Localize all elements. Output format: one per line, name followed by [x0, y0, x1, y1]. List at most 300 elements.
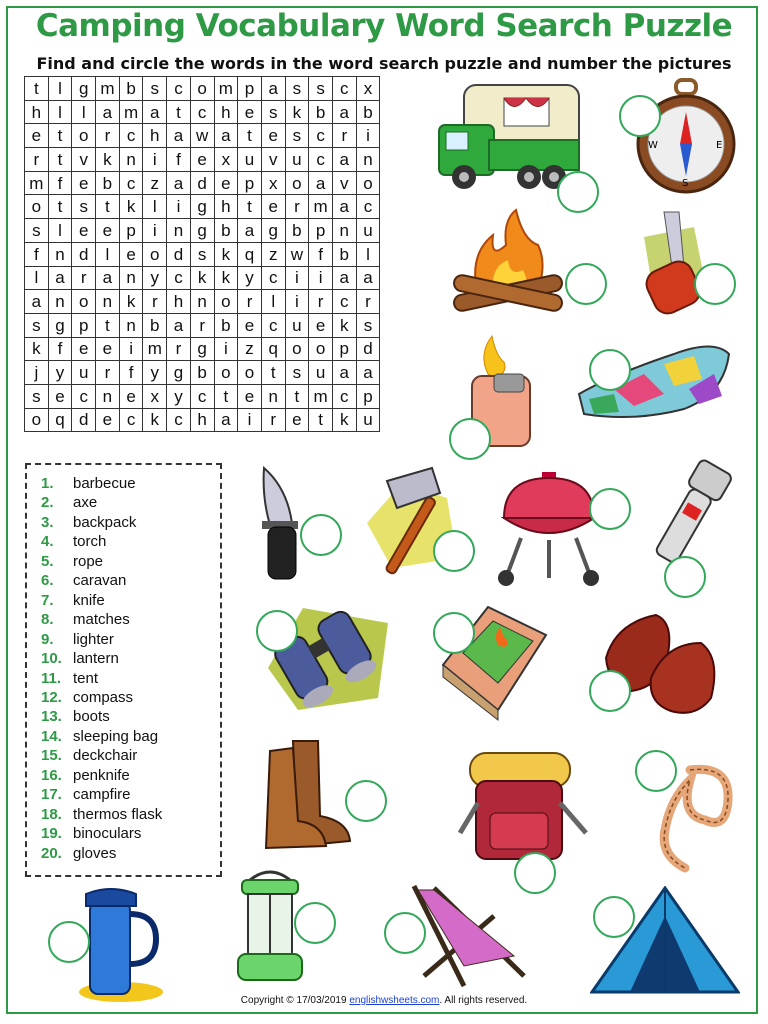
grid-letter[interactable]: c: [119, 171, 143, 195]
grid-letter[interactable]: k: [214, 266, 238, 290]
grid-letter[interactable]: h: [190, 408, 214, 432]
answer-circle-caravan[interactable]: [557, 171, 599, 213]
grid-letter[interactable]: e: [285, 408, 309, 432]
grid-letter[interactable]: g: [190, 195, 214, 219]
grid-letter[interactable]: r: [167, 337, 191, 361]
grid-letter[interactable]: e: [309, 313, 333, 337]
grid-letter[interactable]: a: [332, 148, 356, 172]
answer-circle-thermos-flask[interactable]: [48, 921, 90, 963]
grid-letter[interactable]: e: [72, 219, 96, 243]
grid-letter[interactable]: o: [25, 408, 49, 432]
grid-letter[interactable]: e: [72, 337, 96, 361]
grid-letter[interactable]: c: [309, 124, 333, 148]
answer-circle-barbecue[interactable]: [589, 488, 631, 530]
grid-row: [25, 384, 380, 408]
grid-letter[interactable]: s: [285, 124, 309, 148]
grid-letter[interactable]: n: [119, 148, 143, 172]
grid-letter[interactable]: s: [285, 361, 309, 385]
grid-letter[interactable]: c: [356, 195, 380, 219]
grid-letter[interactable]: a: [48, 266, 72, 290]
grid-letter[interactable]: a: [96, 266, 120, 290]
grid-letter[interactable]: e: [214, 171, 238, 195]
grid-letter[interactable]: c: [167, 408, 191, 432]
grid-letter[interactable]: a: [332, 266, 356, 290]
grid-letter[interactable]: r: [356, 290, 380, 314]
grid-letter[interactable]: o: [190, 77, 214, 101]
grid-letter[interactable]: p: [332, 337, 356, 361]
grid-letter[interactable]: x: [143, 384, 167, 408]
grid-letter[interactable]: b: [214, 313, 238, 337]
grid-letter[interactable]: l: [72, 100, 96, 124]
word-number: 4.: [41, 533, 54, 551]
grid-letter[interactable]: m: [96, 77, 120, 101]
word-text: binoculars: [73, 825, 142, 843]
grid-letter[interactable]: g: [190, 337, 214, 361]
copyright-prefix: Copyright © 17/03/2019: [240, 995, 350, 1006]
grid-letter[interactable]: r: [143, 290, 167, 314]
grid-letter[interactable]: r: [261, 408, 285, 432]
grid-letter[interactable]: e: [238, 100, 262, 124]
answer-circle-tent[interactable]: [593, 896, 635, 938]
grid-letter[interactable]: n: [119, 313, 143, 337]
grid-letter[interactable]: a: [214, 408, 238, 432]
grid-letter[interactable]: g: [190, 219, 214, 243]
grid-letter[interactable]: q: [48, 408, 72, 432]
answer-circle-matches[interactable]: [433, 612, 475, 654]
word-number: 11.: [41, 669, 62, 687]
grid-letter[interactable]: l: [25, 266, 49, 290]
grid-letter[interactable]: s: [143, 77, 167, 101]
word-list-item: [41, 611, 130, 630]
grid-letter[interactable]: r: [96, 124, 120, 148]
grid-letter[interactable]: b: [285, 219, 309, 243]
answer-circle-lantern[interactable]: [294, 902, 336, 944]
grid-letter[interactable]: t: [48, 195, 72, 219]
grid-letter[interactable]: s: [261, 100, 285, 124]
grid-letter[interactable]: i: [143, 219, 167, 243]
grid-letter[interactable]: i: [309, 266, 333, 290]
grid-letter[interactable]: a: [309, 171, 333, 195]
grid-letter[interactable]: e: [72, 171, 96, 195]
word-text: lighter: [73, 630, 114, 648]
word-list-item: [41, 592, 105, 611]
copyright-line: [0, 995, 768, 1006]
word-number: 18.: [41, 805, 62, 823]
grid-letter[interactable]: o: [238, 361, 262, 385]
grid-letter[interactable]: a: [167, 124, 191, 148]
grid-letter[interactable]: c: [190, 384, 214, 408]
grid-letter[interactable]: n: [332, 219, 356, 243]
grid-letter[interactable]: d: [72, 408, 96, 432]
grid-letter[interactable]: o: [214, 290, 238, 314]
backpack-picture: [456, 743, 596, 863]
answer-circle-rope[interactable]: [635, 750, 677, 792]
grid-letter[interactable]: u: [309, 361, 333, 385]
grid-letter[interactable]: g: [72, 77, 96, 101]
grid-letter[interactable]: r: [72, 266, 96, 290]
grid-row: [25, 77, 380, 101]
grid-letter[interactable]: w: [190, 124, 214, 148]
grid-letter[interactable]: r: [238, 290, 262, 314]
word-text: caravan: [73, 572, 127, 590]
grid-letter[interactable]: i: [119, 337, 143, 361]
grid-letter[interactable]: e: [238, 384, 262, 408]
grid-letter[interactable]: l: [48, 77, 72, 101]
grid-letter[interactable]: n: [48, 242, 72, 266]
grid-letter[interactable]: k: [214, 242, 238, 266]
word-number: 10.: [41, 650, 62, 668]
grid-letter[interactable]: e: [190, 148, 214, 172]
grid-letter[interactable]: y: [238, 266, 262, 290]
grid-letter[interactable]: i: [214, 337, 238, 361]
grid-letter[interactable]: f: [119, 361, 143, 385]
barbecue-picture: [496, 468, 602, 588]
grid-letter[interactable]: c: [309, 148, 333, 172]
grid-letter[interactable]: g: [261, 219, 285, 243]
grid-letter[interactable]: l: [261, 290, 285, 314]
grid-letter[interactable]: n: [167, 219, 191, 243]
grid-letter[interactable]: s: [25, 313, 49, 337]
grid-letter[interactable]: b: [332, 242, 356, 266]
word-text: boots: [73, 708, 110, 726]
grid-letter[interactable]: e: [48, 384, 72, 408]
word-list-item: [41, 728, 158, 747]
grid-letter[interactable]: f: [48, 337, 72, 361]
grid-letter[interactable]: e: [25, 124, 49, 148]
word-number: 14.: [41, 727, 62, 745]
grid-letter[interactable]: o: [25, 195, 49, 219]
grid-letter[interactable]: c: [261, 266, 285, 290]
word-number: 17.: [41, 786, 62, 804]
grid-letter[interactable]: p: [72, 313, 96, 337]
grid-letter[interactable]: c: [72, 384, 96, 408]
grid-letter[interactable]: t: [96, 313, 120, 337]
grid-letter[interactable]: e: [96, 408, 120, 432]
answer-circle-campfire[interactable]: [565, 263, 607, 305]
grid-letter[interactable]: s: [72, 195, 96, 219]
grid-letter[interactable]: o: [214, 361, 238, 385]
grid-row: [25, 148, 380, 172]
word-text: penknife: [73, 766, 130, 784]
grid-letter[interactable]: e: [238, 313, 262, 337]
grid-letter[interactable]: g: [167, 361, 191, 385]
grid-letter[interactable]: l: [48, 219, 72, 243]
grid-letter[interactable]: m: [309, 384, 333, 408]
grid-letter[interactable]: a: [167, 313, 191, 337]
grid-letter[interactable]: a: [25, 290, 49, 314]
grid-letter[interactable]: z: [238, 337, 262, 361]
grid-letter[interactable]: h: [143, 124, 167, 148]
grid-letter[interactable]: o: [285, 171, 309, 195]
grid-letter[interactable]: z: [261, 242, 285, 266]
word-text: matches: [73, 611, 130, 629]
word-number: 8.: [41, 611, 54, 629]
grid-letter[interactable]: t: [238, 195, 262, 219]
grid-letter[interactable]: u: [285, 313, 309, 337]
grid-letter[interactable]: u: [238, 148, 262, 172]
grid-letter[interactable]: e: [96, 337, 120, 361]
grid-letter[interactable]: c: [167, 266, 191, 290]
grid-letter[interactable]: n: [96, 384, 120, 408]
answer-circle-binoculars[interactable]: [256, 610, 298, 652]
grid-letter[interactable]: k: [96, 148, 120, 172]
grid-letter[interactable]: s: [285, 77, 309, 101]
instructions: Find and circle the words in the word search puzzle and number the pictures: [36, 54, 732, 73]
grid-letter[interactable]: d: [356, 337, 380, 361]
grid-letter[interactable]: r: [190, 313, 214, 337]
word-list-item: [41, 475, 136, 494]
grid-letter[interactable]: x: [261, 171, 285, 195]
grid-letter[interactable]: e: [261, 195, 285, 219]
grid-letter[interactable]: v: [72, 148, 96, 172]
grid-letter[interactable]: y: [167, 384, 191, 408]
grid-letter[interactable]: r: [285, 195, 309, 219]
grid-letter[interactable]: s: [25, 219, 49, 243]
grid-letter[interactable]: t: [285, 384, 309, 408]
grid-letter[interactable]: u: [285, 148, 309, 172]
site-link[interactable]: englishwsheets.com: [349, 995, 440, 1006]
grid-letter[interactable]: c: [261, 313, 285, 337]
grid-letter[interactable]: a: [167, 171, 191, 195]
grid-letter[interactable]: r: [96, 361, 120, 385]
torch-picture: [640, 455, 740, 573]
answer-circle-boots[interactable]: [345, 780, 387, 822]
grid-letter[interactable]: i: [285, 266, 309, 290]
grid-letter[interactable]: o: [143, 242, 167, 266]
grid-letter[interactable]: c: [332, 290, 356, 314]
answer-circle-sleeping-bag[interactable]: [589, 349, 631, 391]
grid-letter[interactable]: y: [143, 361, 167, 385]
grid-letter[interactable]: s: [309, 77, 333, 101]
grid-letter[interactable]: d: [167, 242, 191, 266]
grid-letter[interactable]: f: [167, 148, 191, 172]
word-list-item: [41, 786, 131, 805]
grid-letter[interactable]: k: [332, 408, 356, 432]
grid-row: [25, 337, 380, 361]
grid-letter[interactable]: a: [261, 77, 285, 101]
grid-letter[interactable]: f: [309, 242, 333, 266]
grid-letter[interactable]: b: [190, 361, 214, 385]
grid-letter[interactable]: k: [143, 408, 167, 432]
grid-letter[interactable]: k: [119, 195, 143, 219]
grid-letter[interactable]: a: [356, 361, 380, 385]
grid-letter[interactable]: g: [48, 313, 72, 337]
grid-letter[interactable]: t: [238, 124, 262, 148]
grid-letter[interactable]: o: [309, 337, 333, 361]
grid-letter[interactable]: l: [356, 242, 380, 266]
grid-letter[interactable]: x: [356, 77, 380, 101]
grid-letter[interactable]: a: [238, 219, 262, 243]
grid-letter[interactable]: e: [261, 124, 285, 148]
grid-letter[interactable]: h: [214, 195, 238, 219]
grid-letter[interactable]: r: [332, 124, 356, 148]
grid-letter[interactable]: n: [48, 290, 72, 314]
word-list-item: [41, 631, 114, 650]
grid-letter[interactable]: d: [72, 242, 96, 266]
grid-letter[interactable]: s: [25, 384, 49, 408]
word-list-item: [41, 845, 116, 864]
grid-letter[interactable]: n: [356, 148, 380, 172]
grid-letter[interactable]: u: [356, 408, 380, 432]
grid-letter[interactable]: t: [261, 361, 285, 385]
answer-circle-torch[interactable]: [664, 556, 706, 598]
word-text: backpack: [73, 513, 137, 531]
grid-letter[interactable]: n: [96, 290, 120, 314]
grid-letter[interactable]: d: [190, 171, 214, 195]
word-number: 16.: [41, 766, 62, 784]
word-number: 12.: [41, 688, 62, 706]
grid-letter[interactable]: c: [119, 124, 143, 148]
grid-letter[interactable]: i: [143, 148, 167, 172]
word-list-item: [41, 553, 103, 572]
grid-letter[interactable]: t: [48, 124, 72, 148]
grid-letter[interactable]: w: [285, 242, 309, 266]
grid-letter[interactable]: h: [167, 290, 191, 314]
grid-letter[interactable]: x: [214, 148, 238, 172]
grid-letter[interactable]: u: [72, 361, 96, 385]
grid-letter[interactable]: t: [48, 148, 72, 172]
grid-letter[interactable]: p: [238, 171, 262, 195]
answer-circle-axe[interactable]: [433, 530, 475, 572]
grid-letter[interactable]: c: [332, 77, 356, 101]
grid-letter[interactable]: p: [119, 219, 143, 243]
grid-letter[interactable]: p: [309, 219, 333, 243]
grid-letter[interactable]: o: [356, 171, 380, 195]
grid-letter[interactable]: y: [143, 266, 167, 290]
grid-row: [25, 100, 380, 124]
grid-letter[interactable]: o: [72, 290, 96, 314]
answer-circle-lighter[interactable]: [449, 418, 491, 460]
grid-letter[interactable]: c: [167, 77, 191, 101]
grid-letter[interactable]: t: [167, 100, 191, 124]
grid-letter[interactable]: b: [96, 171, 120, 195]
grid-letter[interactable]: i: [238, 408, 262, 432]
grid-letter[interactable]: q: [261, 337, 285, 361]
grid-letter[interactable]: a: [332, 100, 356, 124]
grid-letter[interactable]: q: [238, 242, 262, 266]
word-list-item: [41, 825, 141, 844]
grid-letter[interactable]: k: [332, 313, 356, 337]
grid-row: [25, 242, 380, 266]
grid-letter[interactable]: i: [285, 290, 309, 314]
grid-letter[interactable]: b: [119, 77, 143, 101]
grid-letter[interactable]: b: [309, 100, 333, 124]
grid-letter[interactable]: n: [190, 290, 214, 314]
answer-circle-deckchair[interactable]: [384, 912, 426, 954]
grid-letter[interactable]: a: [356, 266, 380, 290]
grid-letter[interactable]: s: [190, 242, 214, 266]
grid-letter[interactable]: t: [214, 384, 238, 408]
word-search-grid[interactable]: [24, 76, 380, 432]
boots-picture: [258, 736, 358, 854]
grid-letter[interactable]: t: [96, 195, 120, 219]
grid-letter[interactable]: e: [119, 242, 143, 266]
grid-letter[interactable]: e: [96, 219, 120, 243]
grid-letter[interactable]: i: [167, 195, 191, 219]
grid-row: [25, 219, 380, 243]
word-list-item: [41, 747, 137, 766]
grid-letter[interactable]: m: [143, 337, 167, 361]
grid-letter[interactable]: l: [143, 195, 167, 219]
grid-letter[interactable]: t: [309, 408, 333, 432]
grid-letter[interactable]: u: [356, 219, 380, 243]
grid-letter[interactable]: e: [119, 384, 143, 408]
grid-letter[interactable]: y: [48, 361, 72, 385]
word-number: 15.: [41, 747, 62, 765]
grid-letter[interactable]: v: [261, 148, 285, 172]
word-list-item: [41, 767, 130, 786]
grid-letter[interactable]: z: [143, 171, 167, 195]
answer-circle-compass[interactable]: [619, 95, 661, 137]
grid-letter[interactable]: f: [48, 171, 72, 195]
grid-letter[interactable]: m: [309, 195, 333, 219]
grid-letter[interactable]: a: [96, 100, 120, 124]
grid-letter[interactable]: l: [96, 242, 120, 266]
grid-letter[interactable]: t: [25, 77, 49, 101]
grid-letter[interactable]: r: [309, 290, 333, 314]
grid-letter[interactable]: h: [214, 100, 238, 124]
grid-letter[interactable]: n: [119, 266, 143, 290]
grid-letter[interactable]: a: [332, 195, 356, 219]
grid-letter[interactable]: m: [25, 171, 49, 195]
grid-letter[interactable]: c: [119, 408, 143, 432]
answer-circle-knife[interactable]: [300, 514, 342, 556]
grid-letter[interactable]: h: [25, 100, 49, 124]
answer-circle-gloves[interactable]: [589, 670, 631, 712]
word-number: 6.: [41, 572, 54, 590]
grid-letter[interactable]: k: [25, 337, 49, 361]
grid-letter[interactable]: j: [25, 361, 49, 385]
grid-letter[interactable]: a: [214, 124, 238, 148]
word-list-item: [41, 670, 98, 689]
word-text: compass: [73, 688, 134, 706]
grid-letter[interactable]: o: [72, 124, 96, 148]
word-number: 5.: [41, 552, 54, 570]
grid-letter[interactable]: a: [143, 100, 167, 124]
grid-letter[interactable]: m: [119, 100, 143, 124]
grid-letter[interactable]: k: [190, 266, 214, 290]
grid-letter[interactable]: c: [190, 100, 214, 124]
grid-letter[interactable]: p: [238, 77, 262, 101]
grid-letter[interactable]: b: [143, 313, 167, 337]
answer-circle-penknife[interactable]: [694, 263, 736, 305]
word-text: knife: [73, 591, 105, 609]
grid-letter[interactable]: l: [48, 100, 72, 124]
grid-letter[interactable]: a: [332, 361, 356, 385]
grid-letter[interactable]: f: [25, 242, 49, 266]
answer-circle-backpack[interactable]: [514, 852, 556, 894]
copyright-suffix: . All rights reserved.: [439, 995, 528, 1006]
word-text: gloves: [73, 844, 117, 862]
grid-letter[interactable]: s: [356, 313, 380, 337]
grid-letter[interactable]: m: [214, 77, 238, 101]
grid-row: [25, 290, 380, 314]
grid-letter[interactable]: b: [214, 219, 238, 243]
grid-letter[interactable]: i: [356, 124, 380, 148]
grid-letter[interactable]: c: [332, 384, 356, 408]
word-list-item: [41, 514, 136, 533]
grid-letter[interactable]: o: [285, 337, 309, 361]
grid-letter[interactable]: k: [119, 290, 143, 314]
grid-letter[interactable]: r: [25, 148, 49, 172]
grid-letter[interactable]: b: [356, 100, 380, 124]
grid-letter[interactable]: n: [261, 384, 285, 408]
grid-letter[interactable]: p: [356, 384, 380, 408]
word-text: thermos flask: [73, 805, 163, 823]
grid-letter[interactable]: k: [285, 100, 309, 124]
grid-letter[interactable]: v: [332, 171, 356, 195]
page-title: Camping Vocabulary Word Search Puzzle: [35, 8, 733, 44]
